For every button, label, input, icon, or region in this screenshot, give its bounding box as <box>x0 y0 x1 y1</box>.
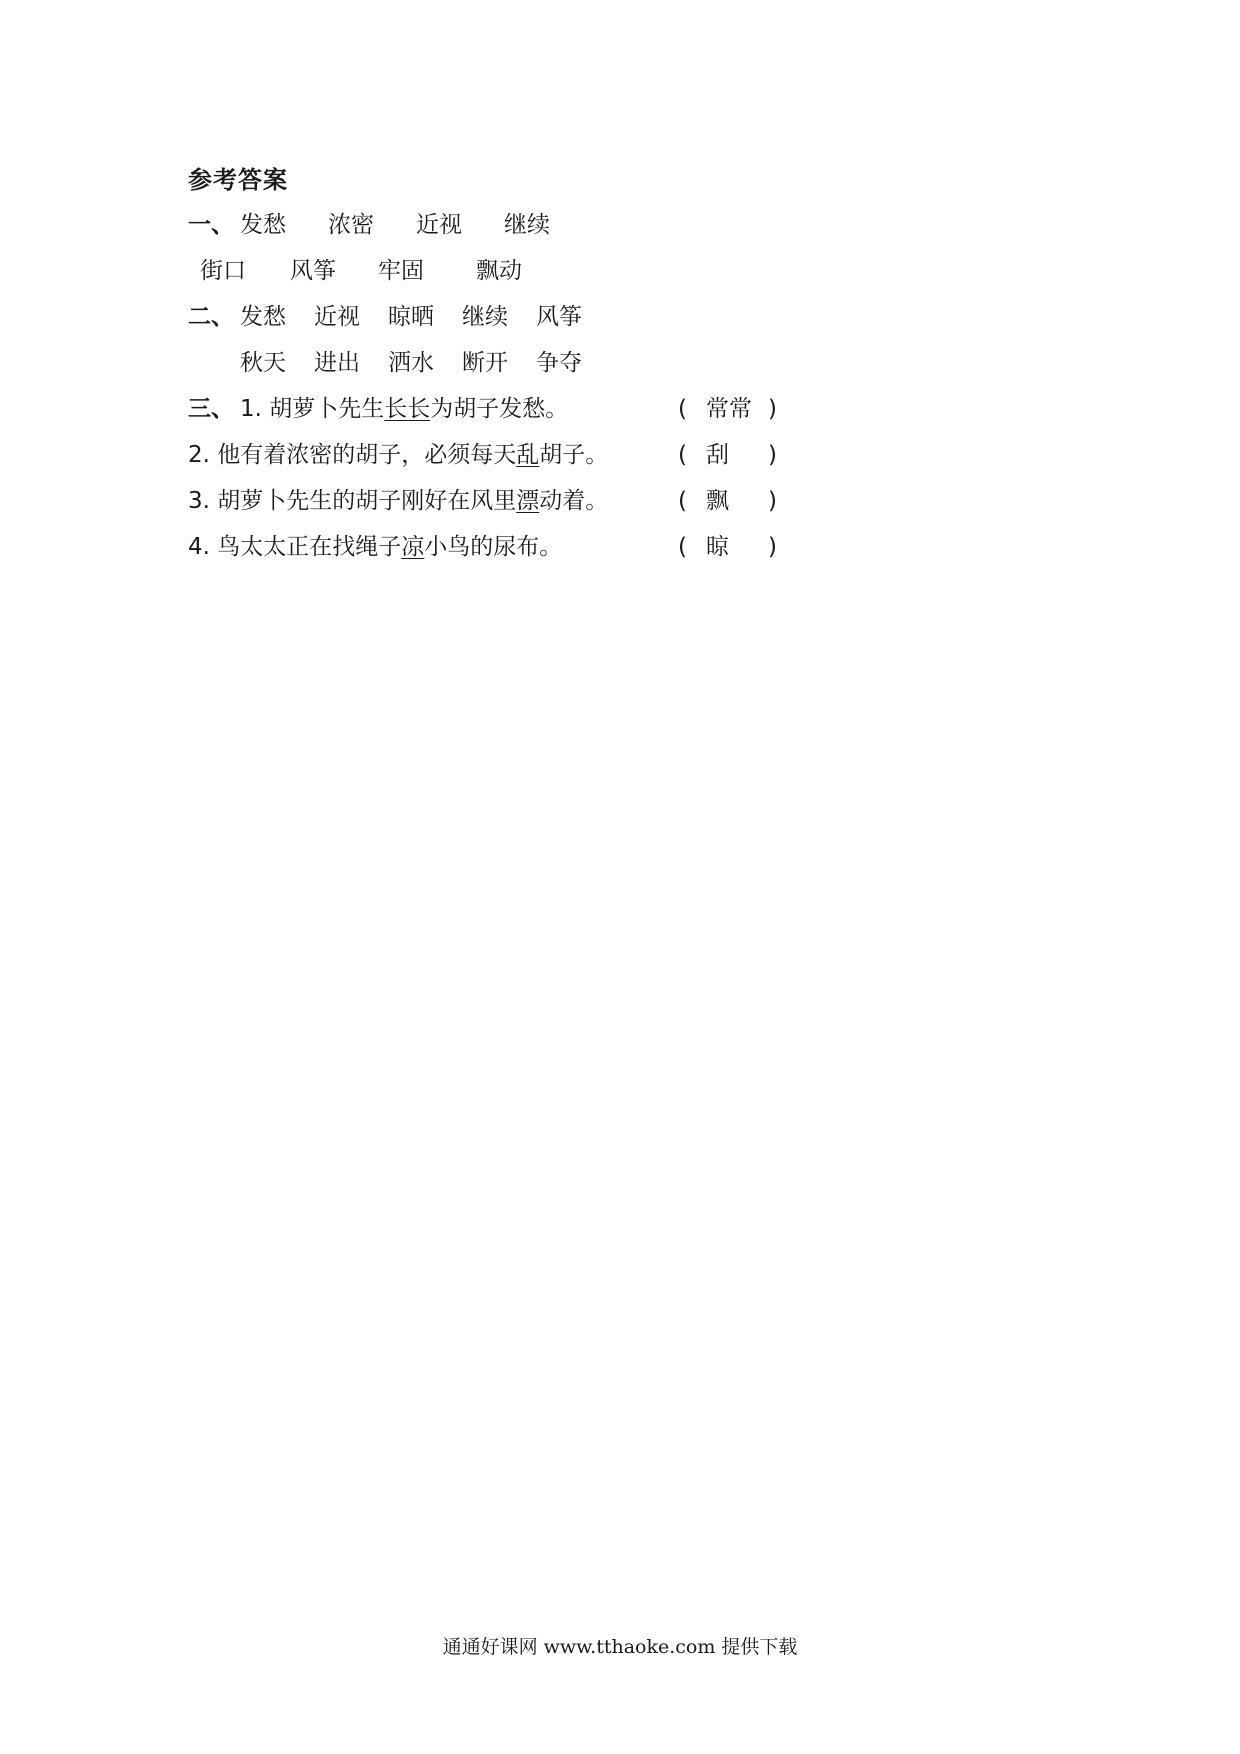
section1-row2 <box>188 256 788 286</box>
sentence <box>188 486 608 516</box>
section1-word: 风筝 <box>290 258 336 284</box>
section1-row1 <box>188 210 788 240</box>
answer-parens <box>678 440 788 470</box>
section1-word: 街口 <box>200 258 246 284</box>
close-paren: ) <box>768 488 777 514</box>
section2-word: 断开 <box>462 350 508 376</box>
footer-credit: 通通好课网 www.tthaoke.com 提供下载 <box>442 1636 798 1658</box>
sentence-post: 动着。 <box>539 488 609 514</box>
section2-word: 发愁 <box>240 304 286 330</box>
correct-word: 刮 <box>706 442 729 468</box>
error-word: 乱 <box>516 442 540 468</box>
section2-word: 洒水 <box>388 350 434 376</box>
section1-word: 飘动 <box>476 258 522 284</box>
correct-word: 飘 <box>706 488 729 514</box>
section2-word: 争夺 <box>536 350 582 376</box>
section3-item <box>188 532 788 562</box>
sentence-pre: 1. 胡萝卜先生 <box>240 396 385 422</box>
section2-label: 二、 <box>188 304 234 330</box>
sentence-pre: 4. 鸟太太正在找绳子 <box>188 534 402 560</box>
section3-item <box>188 440 788 470</box>
error-word: 长长 <box>384 396 431 422</box>
answer-parens <box>678 532 788 562</box>
sentence-post: 小鸟的尿布。 <box>424 534 563 560</box>
correct-word: 晾 <box>706 534 729 560</box>
section3-label: 三、 <box>188 396 234 422</box>
section2-word: 风筝 <box>536 304 582 330</box>
section2-word: 继续 <box>462 304 508 330</box>
section1-word: 牢固 <box>378 258 424 284</box>
close-paren: ) <box>768 396 777 422</box>
section2-row2 <box>188 348 788 378</box>
sentence-pre: 3. 胡萝卜先生的胡子刚好在风里 <box>188 488 517 514</box>
section1-word: 浓密 <box>328 212 374 238</box>
section2-word: 秋天 <box>240 350 286 376</box>
open-paren: ( <box>678 442 687 468</box>
sentence-post: 为胡子发愁。 <box>430 396 569 422</box>
section2-word: 进出 <box>314 350 360 376</box>
section1-word: 近视 <box>416 212 462 238</box>
sentence <box>188 440 608 470</box>
answer-parens <box>678 486 788 516</box>
close-paren: ) <box>768 534 777 560</box>
error-word: 漂 <box>516 488 540 514</box>
sentence-post: 胡子。 <box>539 442 609 468</box>
sentence <box>240 394 568 424</box>
page-title: 参考答案 <box>188 166 288 194</box>
open-paren: ( <box>678 488 687 514</box>
open-paren: ( <box>678 534 687 560</box>
section3-item <box>188 394 788 424</box>
section1-word: 继续 <box>504 212 550 238</box>
answer-parens <box>678 394 788 424</box>
error-word: 凉 <box>401 534 425 560</box>
section2-word: 近视 <box>314 304 360 330</box>
section2-word: 晾晒 <box>388 304 434 330</box>
section1-word: 发愁 <box>240 212 286 238</box>
section1-label: 一、 <box>188 212 234 238</box>
open-paren: ( <box>678 396 687 422</box>
sentence <box>188 532 562 562</box>
sentence-pre: 2. 他有着浓密的胡子，必须每天 <box>188 442 517 468</box>
section2-row1 <box>188 302 788 332</box>
section3-item <box>188 486 788 516</box>
close-paren: ) <box>768 442 777 468</box>
correct-word: 常常 <box>706 396 752 422</box>
